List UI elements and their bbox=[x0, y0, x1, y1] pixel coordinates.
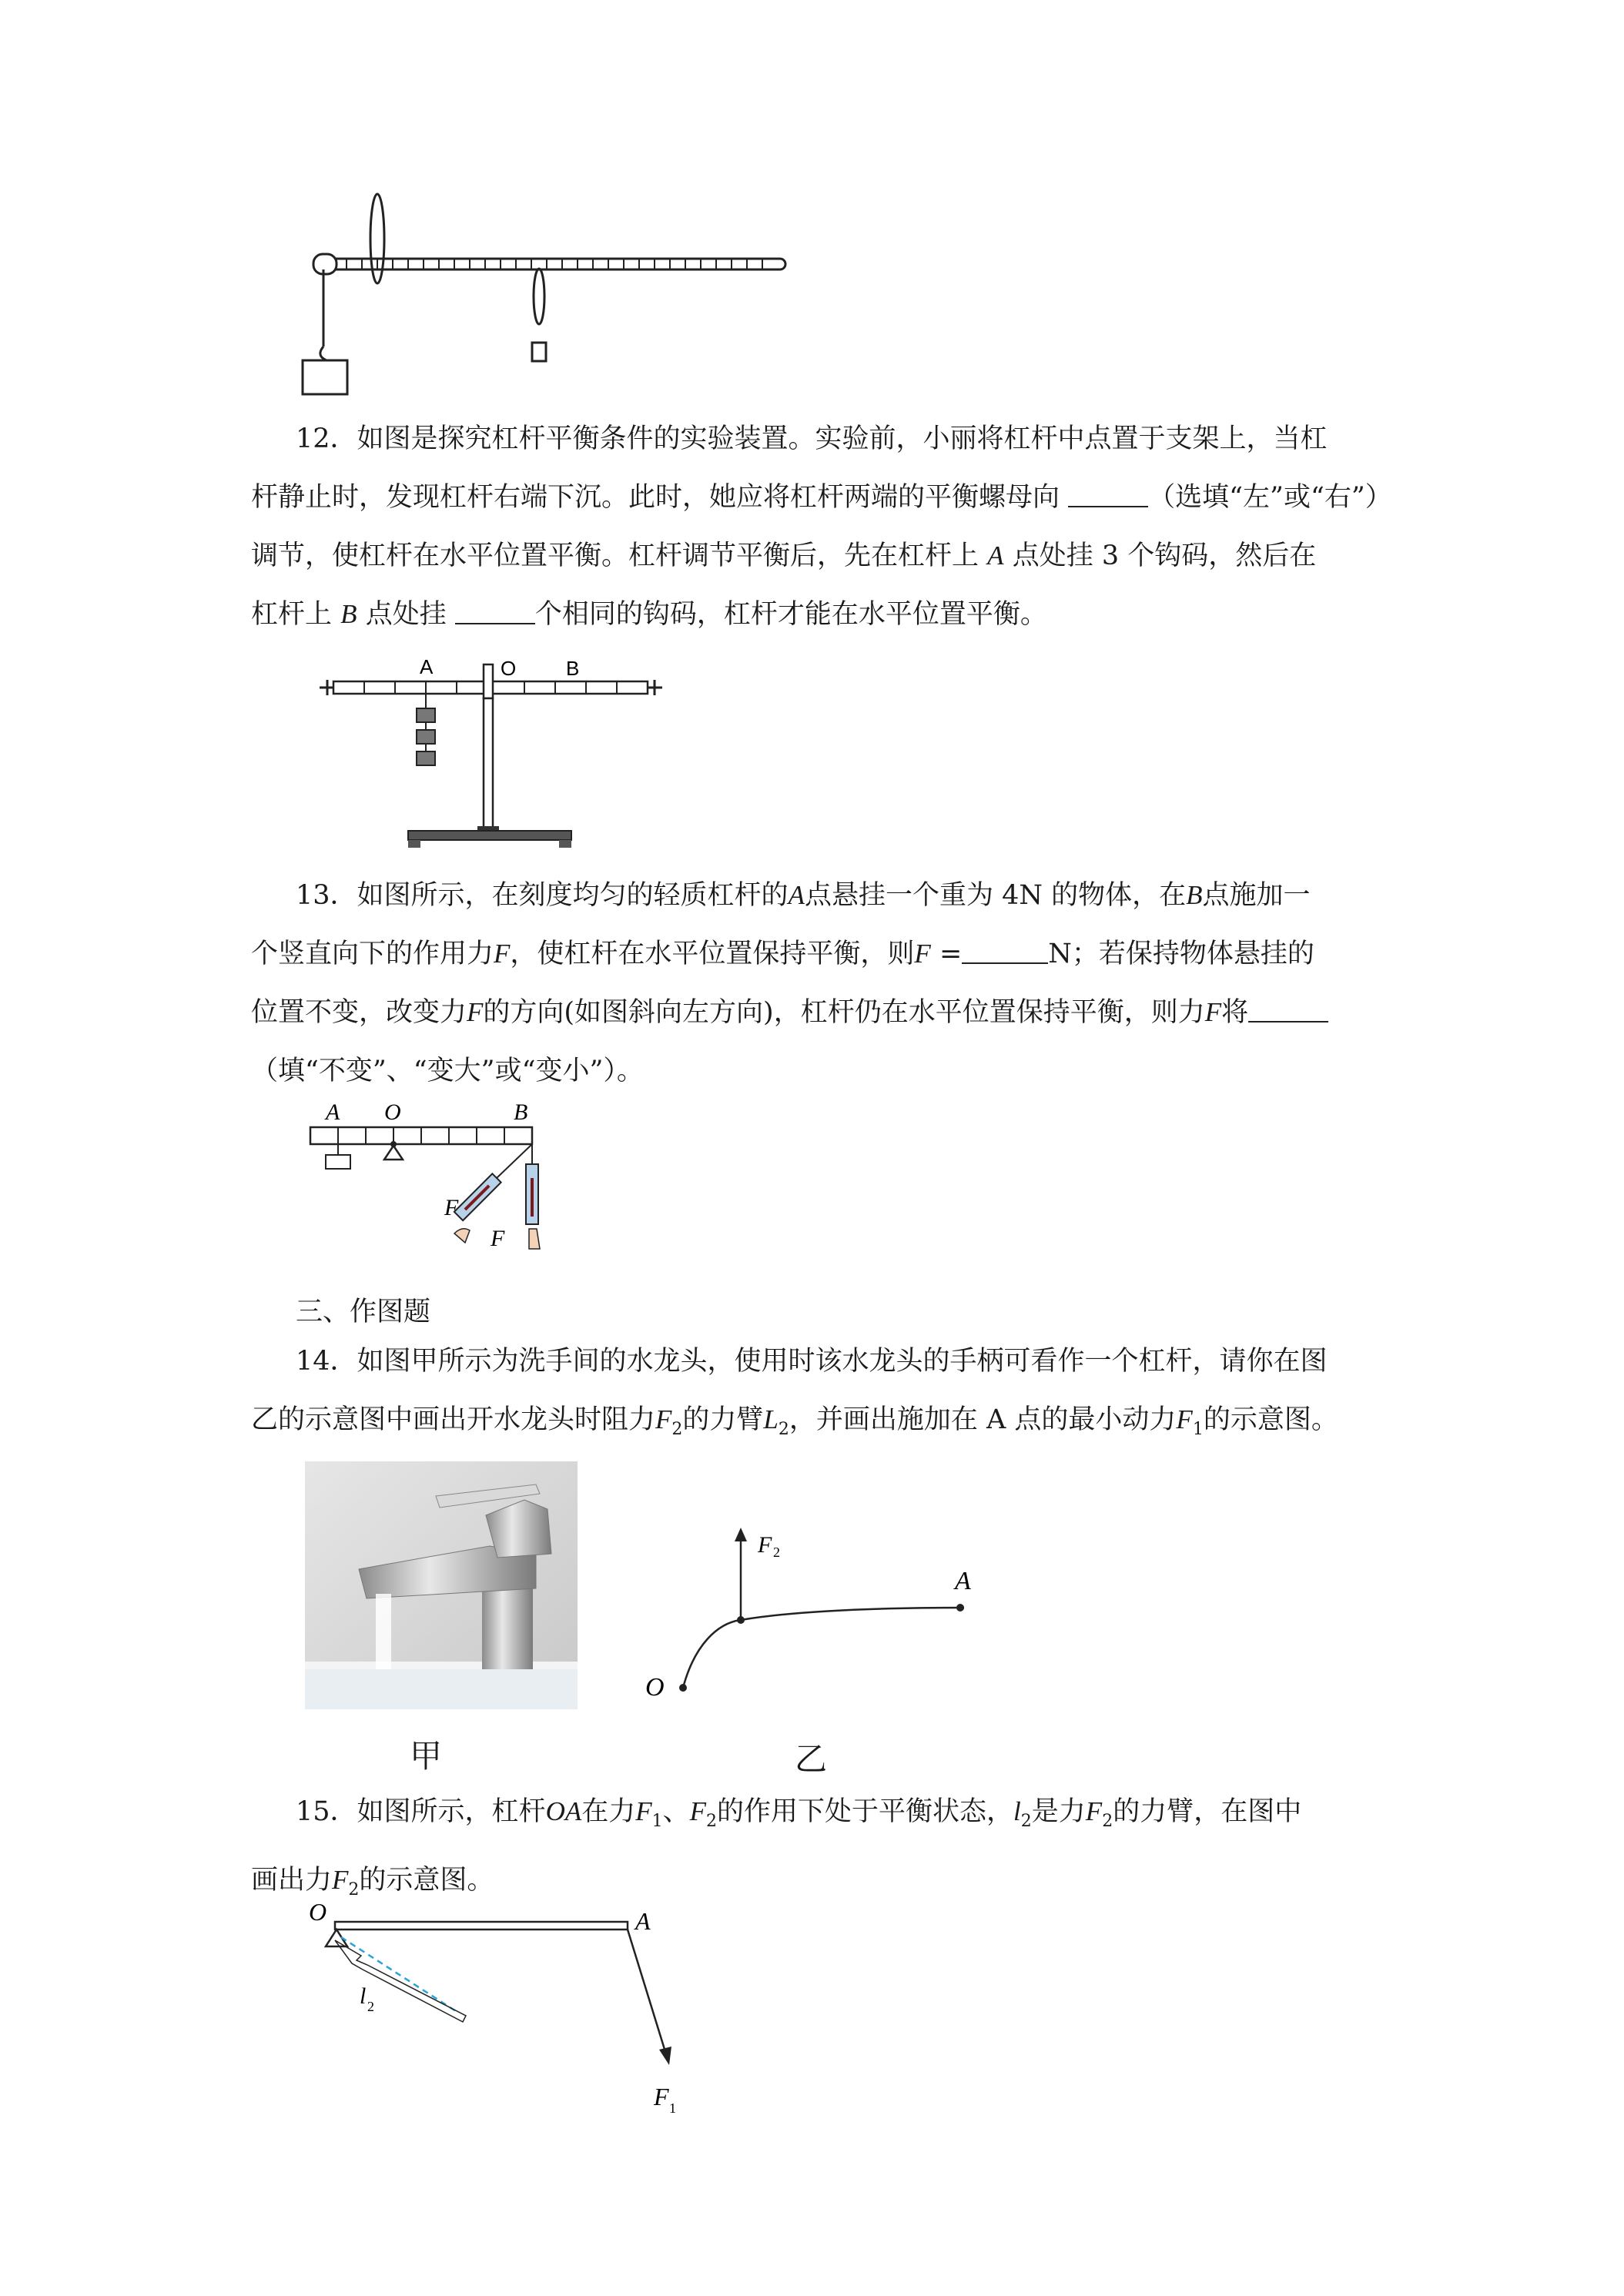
label-o: O bbox=[384, 1099, 401, 1125]
question-number: 14． bbox=[296, 1346, 357, 1377]
point-o-label: O bbox=[645, 1673, 665, 1702]
question-text: 的作用下处于平衡状态， bbox=[717, 1796, 1014, 1827]
section-heading: 三、作图题 bbox=[296, 1297, 431, 1327]
lever-label: OA bbox=[545, 1796, 582, 1826]
question-text: 的力臂，在图中 bbox=[1113, 1796, 1302, 1827]
label-a: A bbox=[420, 655, 434, 678]
force-label: F bbox=[332, 1865, 349, 1895]
lever-stand-figure bbox=[312, 651, 674, 858]
force-label: F bbox=[655, 1404, 672, 1434]
question-12 bbox=[251, 410, 1392, 644]
question-text: 点施加一 bbox=[1202, 880, 1311, 911]
force-label-vertical: F bbox=[491, 1226, 505, 1251]
subscript: 2 bbox=[1102, 1812, 1113, 1831]
arm-label: l bbox=[360, 1983, 367, 2009]
question-text: 是力 bbox=[1031, 1796, 1086, 1827]
label-a: A bbox=[326, 1099, 340, 1125]
question-text: ，并画出施加在 A 点的最小动力 bbox=[789, 1404, 1177, 1435]
subscript: 2 bbox=[1020, 1812, 1032, 1831]
lever-balance-figure bbox=[304, 1093, 558, 1263]
subscript: 2 bbox=[348, 1880, 360, 1899]
point-a-label: A bbox=[955, 1567, 971, 1595]
force-label: F bbox=[654, 2083, 669, 2110]
question-text: 、 bbox=[662, 1796, 690, 1827]
force-label: F bbox=[1204, 997, 1222, 1027]
question-text: 如图甲所示为洗手间的水龙头，使用时该水龙头的手柄可看作一个杠杆，请你在图 bbox=[357, 1346, 1328, 1377]
question-text: ，使杠杆在水平位置保持平衡，则 bbox=[510, 939, 915, 969]
answer-blank[interactable] bbox=[1248, 998, 1328, 1022]
point-label: B bbox=[1186, 880, 1203, 910]
question-text: 乙的示意图中画出开水龙头时阻力 bbox=[251, 1404, 656, 1435]
question-text: 杠杆上 bbox=[251, 599, 333, 630]
question-text: 如图是探究杠杆平衡条件的实验装置。实验前，小丽将杠杆中点置于支架上，当杠 bbox=[357, 423, 1328, 454]
point-label: A bbox=[987, 541, 1004, 571]
point-label: A bbox=[788, 880, 805, 910]
label-b: B bbox=[566, 657, 580, 680]
question-text: 如图所示，杠杆 bbox=[357, 1796, 546, 1827]
arm-label: l bbox=[1013, 1796, 1021, 1826]
answer-blank[interactable] bbox=[962, 939, 1048, 964]
caption-yi: 乙 bbox=[795, 1740, 828, 1778]
faucet-photo bbox=[305, 1461, 578, 1709]
force-label: F bbox=[758, 1532, 772, 1558]
subscript: 2 bbox=[773, 1545, 780, 1560]
lever-spring-figure bbox=[296, 192, 805, 408]
subscript: 1 bbox=[1192, 1420, 1204, 1439]
question-text: 在力 bbox=[581, 1796, 636, 1827]
question-text: 如图所示，在刻度均匀的轻质杠杆的 bbox=[357, 880, 789, 911]
question-text: 调节，使杠杆在水平位置平衡。杠杆调节平衡后，先在杠杆上 bbox=[251, 541, 979, 571]
lever-oa-figure bbox=[304, 1903, 705, 2142]
subscript: 2 bbox=[367, 1999, 374, 2014]
force-label: F bbox=[689, 1796, 707, 1826]
question-text: 杆静止时，发现杠杆右端下沉。此时，她应将杠杆两端的平衡螺母向 bbox=[251, 482, 1060, 513]
force-label: F bbox=[1085, 1796, 1103, 1826]
answer-blank[interactable] bbox=[1068, 483, 1148, 507]
question-text: 点处挂 3 个钩码，然后在 bbox=[1012, 541, 1317, 571]
question-text: 的力臂 bbox=[682, 1404, 764, 1435]
force-label: F bbox=[914, 939, 931, 969]
faucet-lever-diagram bbox=[641, 1521, 995, 1706]
question-text: 个相同的钩码，杠杆才能在水平位置平衡。 bbox=[534, 599, 1047, 630]
caption-jia: 甲 bbox=[410, 1737, 443, 1775]
force-label: F bbox=[1176, 1404, 1193, 1434]
point-label: B bbox=[340, 599, 357, 629]
question-text: 的示意图。 bbox=[359, 1865, 494, 1896]
question-text: N；若保持物体悬挂的 bbox=[1048, 939, 1314, 969]
label-o: O bbox=[501, 657, 517, 680]
question-text: 将 bbox=[1221, 997, 1249, 1028]
answer-blank[interactable] bbox=[455, 600, 535, 624]
subscript: 2 bbox=[671, 1420, 683, 1439]
point-o-label: O bbox=[309, 1903, 327, 1926]
question-text: 个竖直向下的作用力 bbox=[251, 939, 494, 969]
question-text: 点悬挂一个重为 4N 的物体，在 bbox=[804, 880, 1187, 911]
force-label: F bbox=[635, 1796, 652, 1826]
question-13 bbox=[251, 866, 1383, 1100]
force-label: F bbox=[467, 997, 484, 1027]
question-text: 的方向(如图斜向左方向)，杠杆仍在水平位置保持平衡，则力 bbox=[483, 997, 1205, 1028]
question-text: （填“不变”、“变大”或“变小”）。 bbox=[251, 1056, 644, 1086]
force-label: F bbox=[494, 939, 511, 969]
question-text: 点处挂 bbox=[365, 599, 447, 630]
question-number: 15． bbox=[296, 1796, 357, 1827]
question-text: = bbox=[930, 939, 963, 969]
question-15 bbox=[251, 1782, 1383, 1919]
question-14 bbox=[251, 1332, 1383, 1459]
question-number: 12． bbox=[296, 423, 357, 454]
question-number: 13． bbox=[296, 880, 357, 911]
subscript: 1 bbox=[651, 1812, 663, 1831]
question-text: 画出力 bbox=[251, 1865, 333, 1896]
arm-label: L bbox=[763, 1404, 779, 1434]
question-text: 的示意图。 bbox=[1203, 1404, 1338, 1435]
label-b: B bbox=[514, 1099, 528, 1125]
question-text: 位置不变，改变力 bbox=[251, 997, 467, 1028]
question-text: （选填“左”或“右”） bbox=[1148, 482, 1392, 513]
point-a-label: A bbox=[635, 1907, 651, 1935]
subscript: 2 bbox=[778, 1420, 789, 1439]
force-label-oblique: F bbox=[444, 1195, 459, 1220]
subscript: 1 bbox=[669, 2100, 676, 2116]
subscript: 2 bbox=[706, 1812, 718, 1831]
